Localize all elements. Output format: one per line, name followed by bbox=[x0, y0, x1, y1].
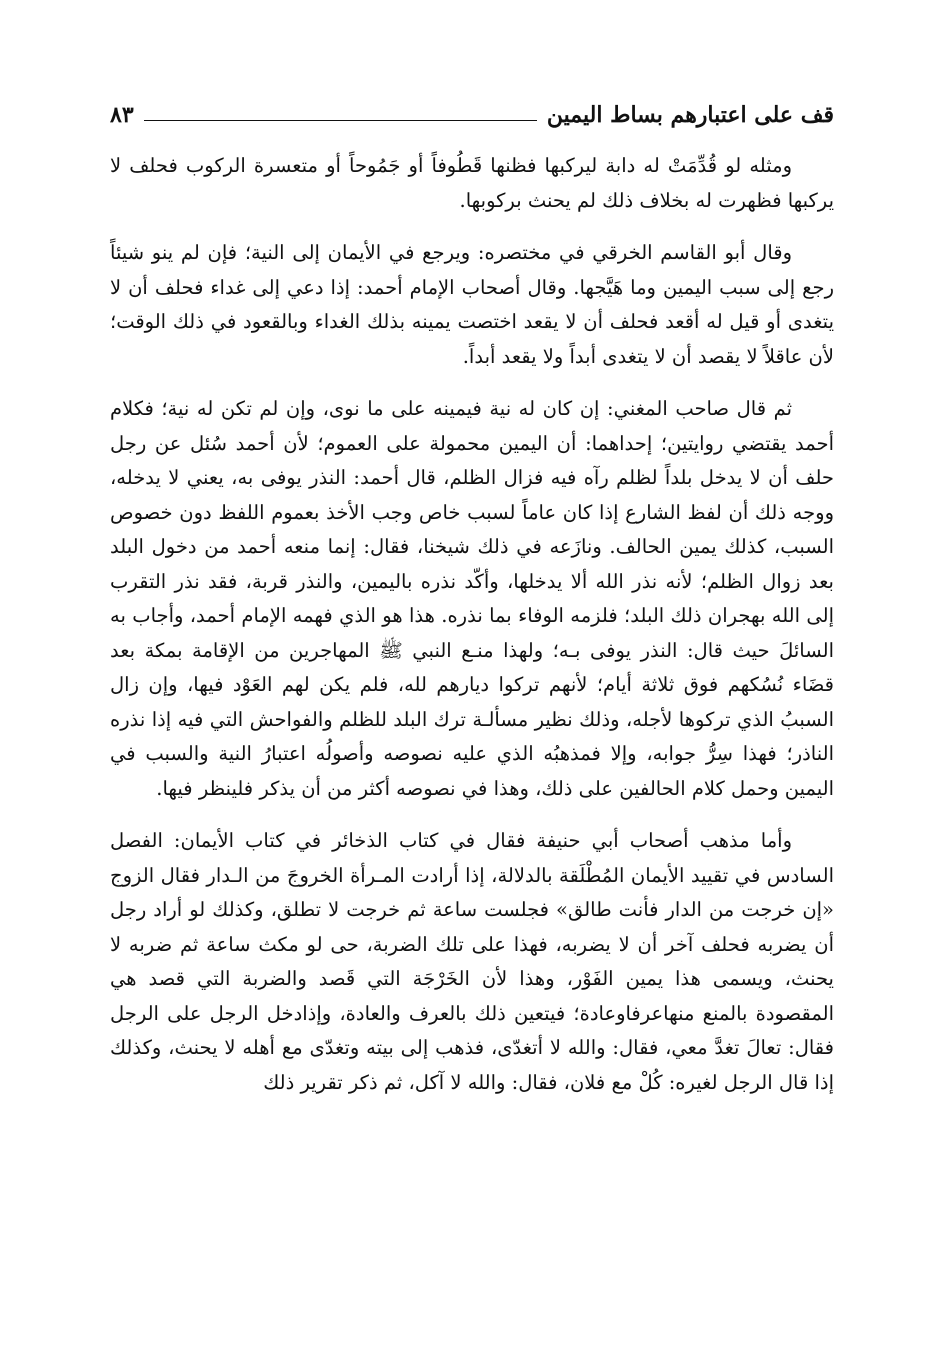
paragraph-2: وقال أبو القاسم الخرقي في مختصره: ويرجع في الأيمان إلى النية؛ فإن لم ينو شيئاً رجع إلى سبب اليمين وما هَيَّجها. وقال أصحاب الإمام أحمد: إذا دعي إلى غداء فحلف أن لا يتغدى أو قيل له أقعد فحلف أن لا يقعد اختصت يمينه بذلك الغداء وبالقعود في ذلك الوقت؛ لأن عاقلاً لا يقصد أن لا يتغدى أبداً ولا يقعد أبداً. bbox=[110, 241, 834, 368]
page-number: ٨٣ bbox=[110, 102, 134, 128]
paragraph-4: وأما مذهب أصحاب أبي حنيفة فقال في كتاب الذخائر في كتاب الأيمان: الفصل السادس في تقييد الأيمان المُطْلَقة بالدلالة، إذا أرادت المـرأة الخروجَ من الـدار فقال الزوج «إن خرجت من الدار فأنت طالق» فجلست ساعة ثم خرجت لا تطلق، وكذلك لو أراد رجل أن يضربه فحلف آخر أن لا يضربه، فهذا على تلك الضربة، حى لو مكث ساعة ثم ضربه لا يحنث، ويسمى هذا يمين الفَوْر، وهذا لأن الخَرْجَة التي قَصد والضربة التي قصد هي المقصودة بالمنع منهاعرفاوعادة؛ فيتعين ذلك بالعرف والعادة، وإذادخل الرجل على الرجل فقال: تعالَ تغدَّ معي، فقال: والله لا أتغدّى، فذهب إلى بيته وتغدّى مع أهله لا يحنث، وكذلك إذا قال الرجل لغيره: كُلْ مع فلان، فقال: والله لا آكل، ثم ذكر تقرير ذلك bbox=[110, 829, 834, 1094]
header-rule bbox=[144, 120, 537, 121]
body-text bbox=[110, 149, 834, 1100]
running-title: قف على اعتبارهم بساط اليمين bbox=[546, 102, 834, 128]
paragraph-3: ثم قال صاحب المغني: إن كان له نية فيمينه على ما نوى، وإن لم تكن له نية؛ فكلام أحمد يقتضي روايتين؛ إحداهما: أن اليمين محمولة على العموم؛ لأن أحمد سُئل عن رجل حلف أن لا يدخل بلداً لظلم رآه فيه فزال الظلم، قال أحمد: النذر يوفى به، يعني لا يدخله، ووجه ذلك أن لفظ الشارع إذا كان عاماً لسبب خاص وجب الأخذ بعموم اللفظ دون خصوص السبب، كذلك يمين الحالف. ونازَعه في ذلك شيخنا، فقال: إنما منعه أحمد من دخول البلد بعد زوال الظلم؛ لأنه نذر الله ألا يدخلها، وأكّد نذره باليمين، والنذر قربة، فقد نذر التقرب إلى الله بهجران ذلك البلد؛ فلزمه الوفاء بما نذره. هذا هو الذي فهمه الإمام أحمد، وأجاب به السائلَ حيث قال: النذر يوفى بـه؛ ولهذا منـع النبي ﷺ المهاجرين من الإقامة بمكة بعد قضَاء نُسُكهم فوق ثلاثة أيام؛ لأنهم تركوا ديارهم لله، فلم يكن لهم العَوْد فيها، وإن زال السببُ الذي تركوها لأجله، وذلك نظير مسألـة ترك البلد للظلم والفواحش التي فيه إذا نذره الناذر؛ فهذا سِرُّ جوابه، وإلا فمذهبُه الذي عليه نصوصه وأصولُه اعتبارُ النية والسبب في اليمين وحمل كلام الحالفين على ذلك، وهذا في نصوصه أكثر من أن يذكر فلينظر فيها. bbox=[110, 397, 834, 800]
running-header bbox=[110, 95, 834, 135]
paragraph-1: ومثله لو قُدِّمَتْ له دابة ليركبها فظنها قَطُوفاً أو جَمُوحاً أو متعسرة الركوب فحلف لا يركبها فظهرت له بخلاف ذلك لم يحنث بركوبها. bbox=[110, 154, 834, 212]
